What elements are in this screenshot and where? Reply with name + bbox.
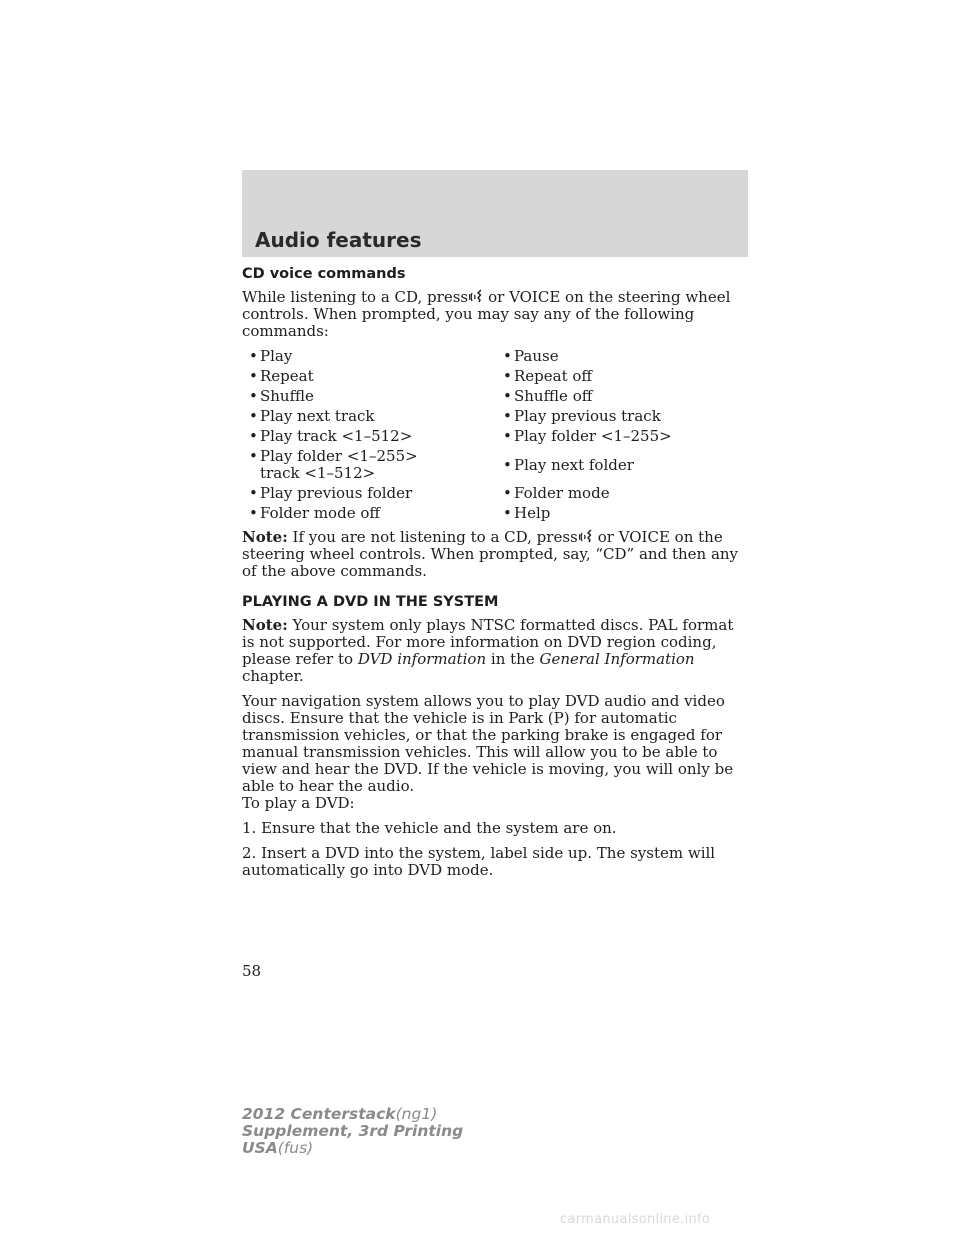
- dvd-note-paragraph: [242, 617, 748, 685]
- list-item: • Play next folder: [496, 457, 748, 474]
- dvd-step-1: 1. Ensure that the vehicle and the system are on.: [242, 819, 617, 837]
- dvd-step-2: 2. Insert a DVD into the system, label side up. The system will automatically go into DVD mode.: [242, 844, 716, 879]
- footer-line-2: Supplement, 3rd Printing: [242, 1122, 464, 1140]
- list-item: • Play previous track: [496, 408, 748, 425]
- dvd-heading: PLAYING A DVD IN THE SYSTEM: [242, 594, 499, 610]
- list-item: • Folder mode off: [242, 505, 496, 522]
- cd-note-text-2: or VOICE on the steering wheel controls. When prompted, say, “CD” and then any of the above commands.: [242, 528, 739, 580]
- list-item: • Shuffle: [242, 388, 496, 405]
- list-item: • Play next track: [242, 408, 496, 425]
- list-item: • Shuffle off: [496, 388, 748, 405]
- dvd-note-mid: in the: [490, 650, 535, 668]
- cd-intro-paragraph: [242, 289, 748, 340]
- cd-command-list: [242, 348, 748, 525]
- cd-voice-heading: CD voice commands: [242, 266, 406, 282]
- cd-note-paragraph: [242, 529, 748, 580]
- list-item: • Pause: [496, 348, 748, 365]
- dvd-instructions-lead: To play a DVD:: [242, 794, 355, 812]
- cd-intro-text-2: or VOICE on the steering wheel controls. When prompted, you may say any of the following commands:: [242, 288, 731, 340]
- list-item: • Play track <1–512>: [242, 428, 496, 445]
- print-footer: [242, 1106, 463, 1157]
- note-label: Note:: [242, 528, 288, 546]
- list-item: • Play folder <1–255>: [496, 428, 748, 445]
- cd-note-text-1: If you are not listening to a CD, press: [292, 528, 578, 546]
- list-item: • Repeat off: [496, 368, 748, 385]
- footer-market: USA: [242, 1139, 278, 1157]
- note-label: Note:: [242, 616, 288, 634]
- dvd-info-reference: DVD information: [357, 650, 487, 668]
- list-item: • Repeat: [242, 368, 496, 385]
- footer-model-code: (ng1): [395, 1105, 438, 1123]
- list-item: • Play folder <1–255> track <1–512>: [242, 448, 496, 482]
- list-item: • Play previous folder: [242, 485, 496, 502]
- dvd-description-paragraph: [242, 693, 748, 812]
- cd-intro-text-1: While listening to a CD, press: [242, 288, 469, 306]
- footer-market-code: (fus): [277, 1139, 314, 1157]
- general-info-reference: General Information: [539, 650, 695, 668]
- section-title: Audio features: [255, 228, 422, 252]
- voice-command-icon: [469, 289, 485, 303]
- page-number: 58: [242, 962, 262, 980]
- footer-line-3: [242, 1140, 463, 1157]
- page-content: [242, 266, 748, 887]
- dvd-note-end: chapter.: [242, 667, 304, 685]
- list-item: • Help: [496, 505, 748, 522]
- list-item: • Folder mode: [496, 485, 748, 502]
- watermark: carmanualsonline.info: [560, 1212, 711, 1227]
- list-item: • Play: [242, 348, 496, 365]
- voice-command-icon: [579, 529, 595, 543]
- section-header-band: [242, 170, 748, 257]
- dvd-description-text: Your navigation system allows you to play DVD audio and video discs. Ensure that the vehicle is in Park (P) for automatic transmission vehicles, or that the parking brake is engaged for manual transmission vehicles. This will allow you to be able to view and hear the DVD. If the vehicle is moving, you will only be able to hear the audio.: [242, 692, 734, 795]
- dvd-note-text: Your system only plays NTSC formatted discs. PAL format is not supported. For more information on DVD region coding, please refer to: [242, 616, 734, 668]
- footer-line-1: [242, 1106, 463, 1123]
- footer-model: 2012 Centerstack: [242, 1105, 396, 1123]
